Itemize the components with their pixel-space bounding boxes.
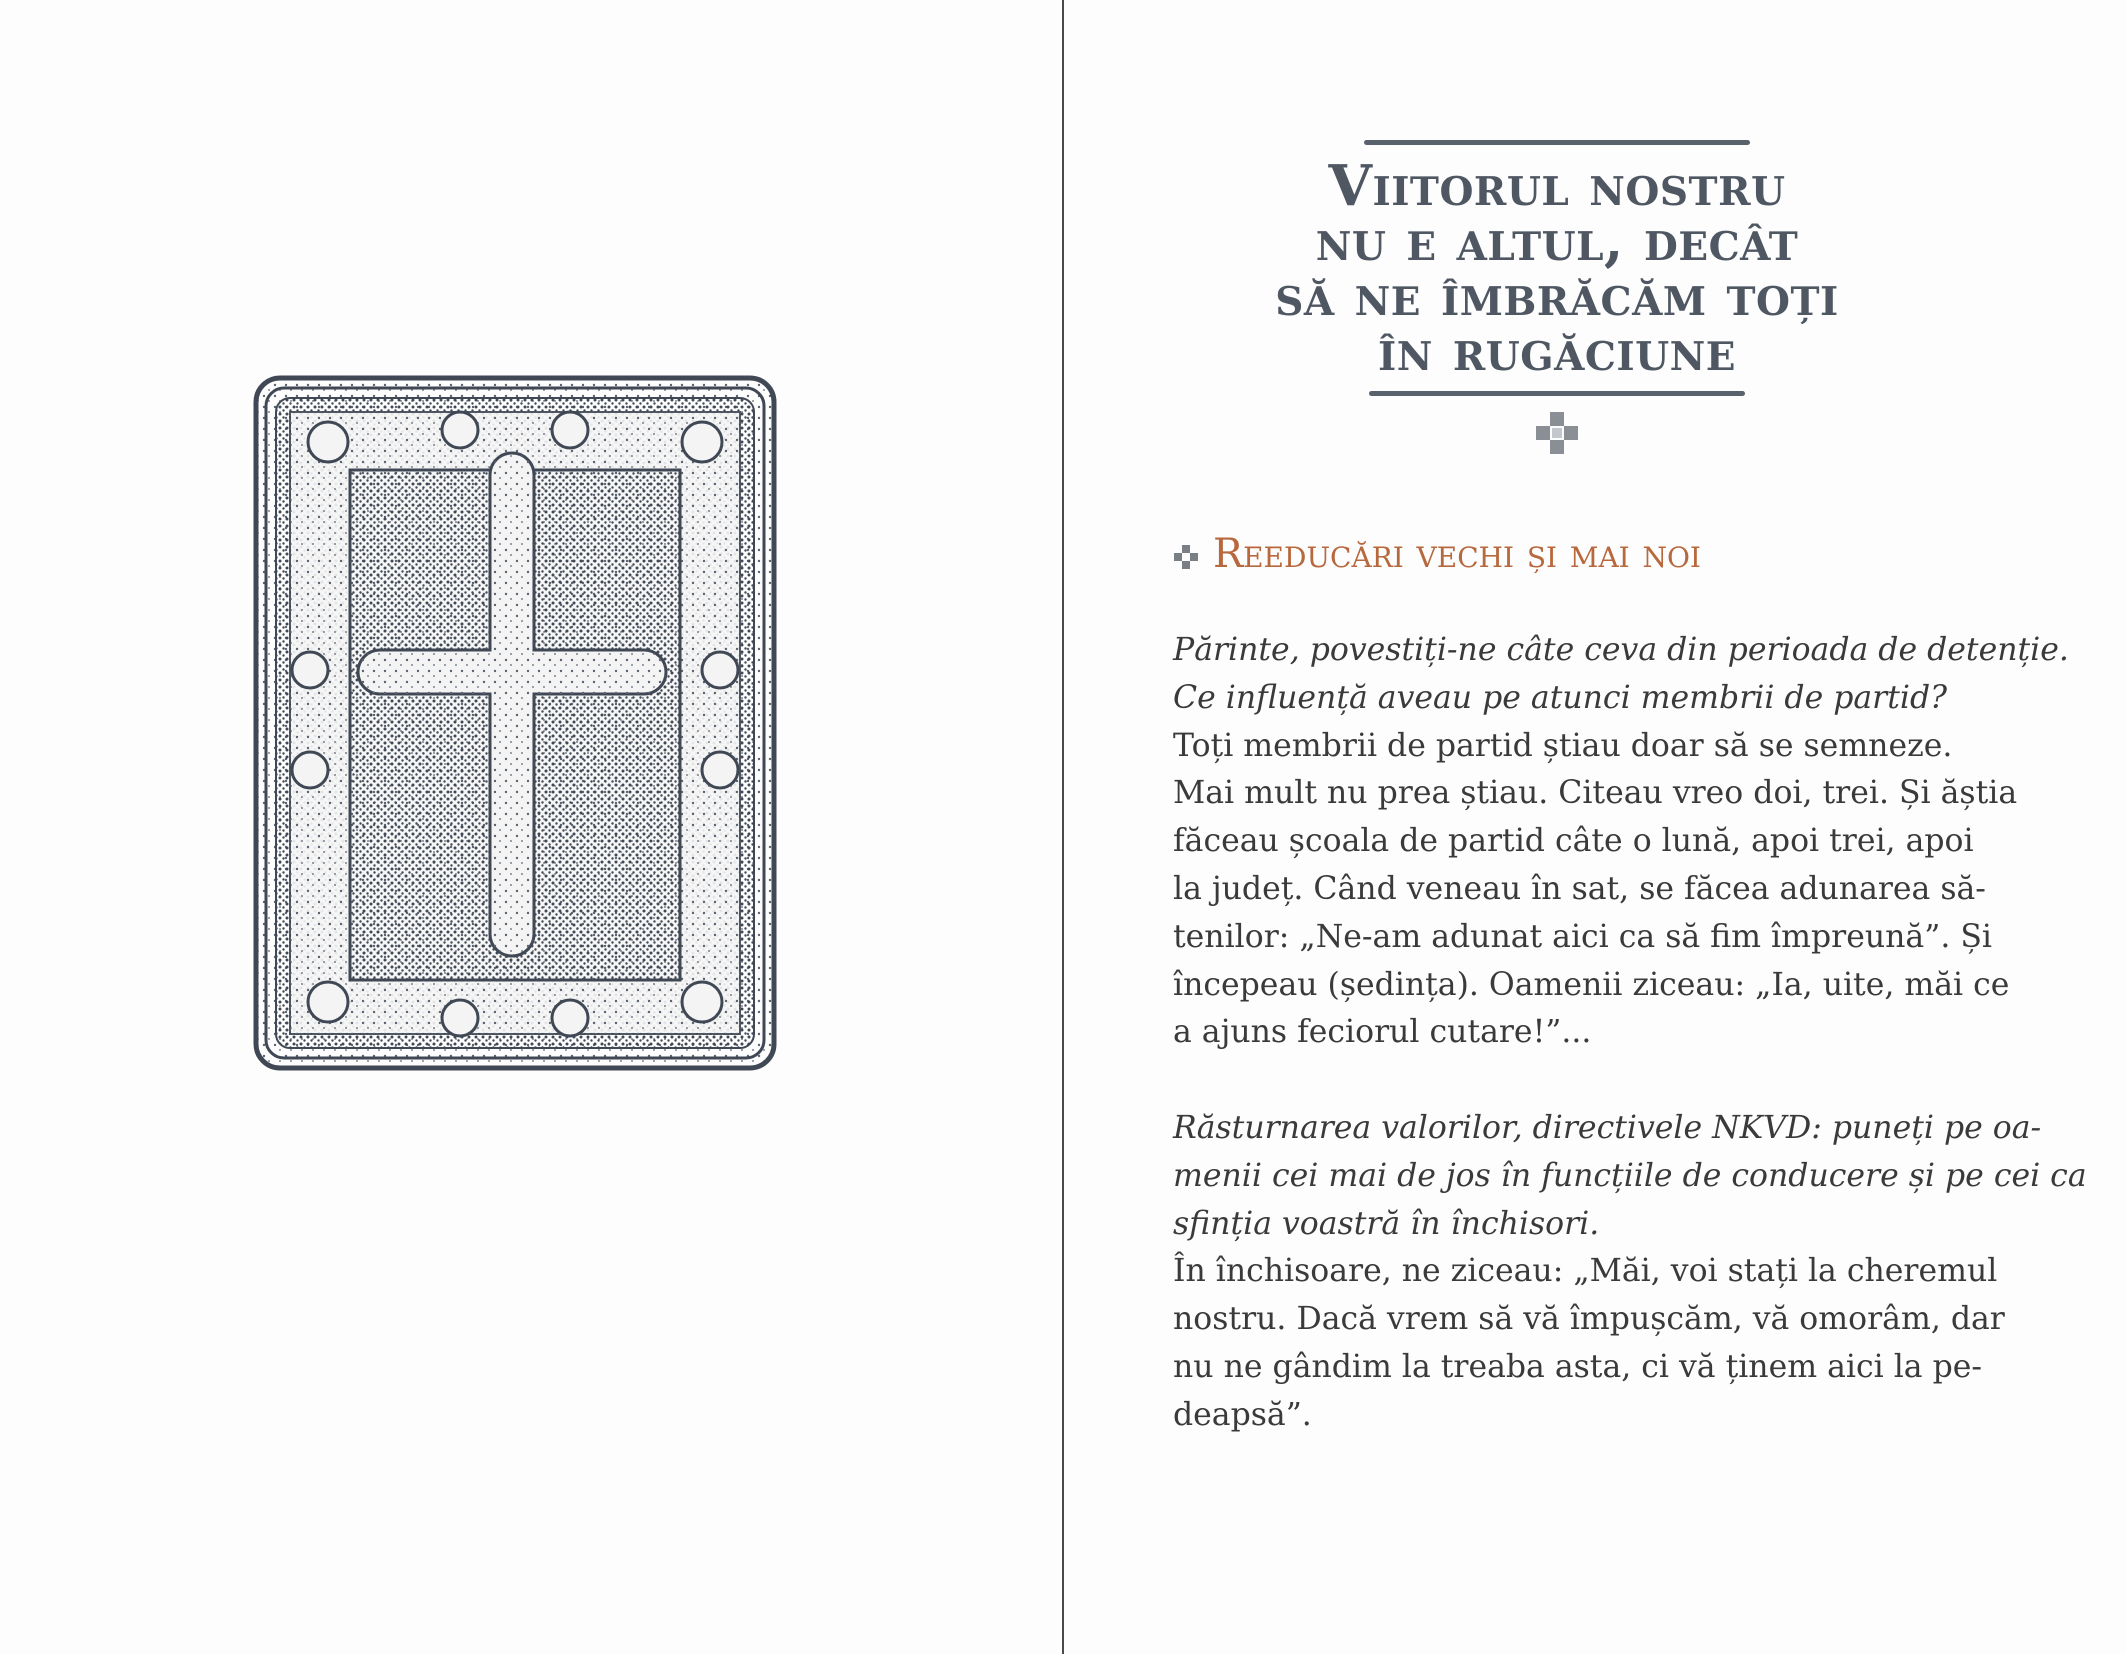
diamond-bullet-icon [1173,544,1199,570]
answer-line: nu ne gândim la treaba asta, ci vă ținem aici la pe- [1173,1348,1983,1385]
paragraph-gap [1173,1057,1947,1105]
answer-line: În închisoare, ne ziceau: „Măi, voi stați la cheremul [1173,1253,1998,1290]
title-bottom-rule [1369,391,1745,396]
answer-line: a ajuns feciorul cutare!”... [1173,1014,1592,1051]
answer-line: făceau școala de partid câte o lună, apoi trei, apoi [1173,823,1974,860]
question-line: Ce influență aveau pe atunci membrii de partid? [1173,679,1948,716]
chapter-title-line: nu e altul, decât [1315,208,1799,274]
book-cover-cross-illustration [250,370,780,1075]
chapter-title [1262,153,1852,384]
question-line: Părinte, povestiți-ne câte ceva din perioada de detenție. [1173,632,2069,668]
title-top-rule [1364,140,1750,145]
answer-line: Toți membrii de partid știau doar să se semneze. [1173,727,1953,764]
question-line: menii cei mai de jos în funcțiile de conducere și pe cei ca [1173,1157,2087,1194]
cross-ornament-icon [1532,408,1582,458]
answer-line: deapsă”. [1173,1396,1312,1433]
question-line: sfinția voastră în închisori. [1173,1205,1600,1242]
chapter-title-line: Viitorul nostru [1328,153,1786,219]
question-line: Răsturnarea valorilor, directivele NKVD: puneți pe oa- [1173,1109,2042,1146]
answer-line: tenilor: „Ne-am adunat aici ca să fim împreună”. Și [1173,918,1992,955]
answer-line: nostru. Dacă vrem să vă împușcăm, vă omorâm, dar [1173,1301,2005,1338]
section-heading-text: Reeducări vechi și mai noi [1213,531,1701,577]
body-text [1173,627,2087,1440]
chapter-title-line: în rugăciune [1377,318,1737,384]
left-page [0,0,1062,1654]
answer-line: începeau (ședința). Oamenii ziceau: „Ia, uite, măi ce [1173,966,2010,1003]
chapter-title-line: să ne îmbrăcăm toți [1275,263,1839,329]
answer-line: la județ. Când veneau în sat, se făcea adunarea să- [1173,870,1986,907]
section-heading [1173,530,1701,578]
answer-line: Mai mult nu prea știau. Citeau vreo doi, trei. Și ăștia [1173,775,2018,812]
chapter-title-block [1262,140,1852,458]
